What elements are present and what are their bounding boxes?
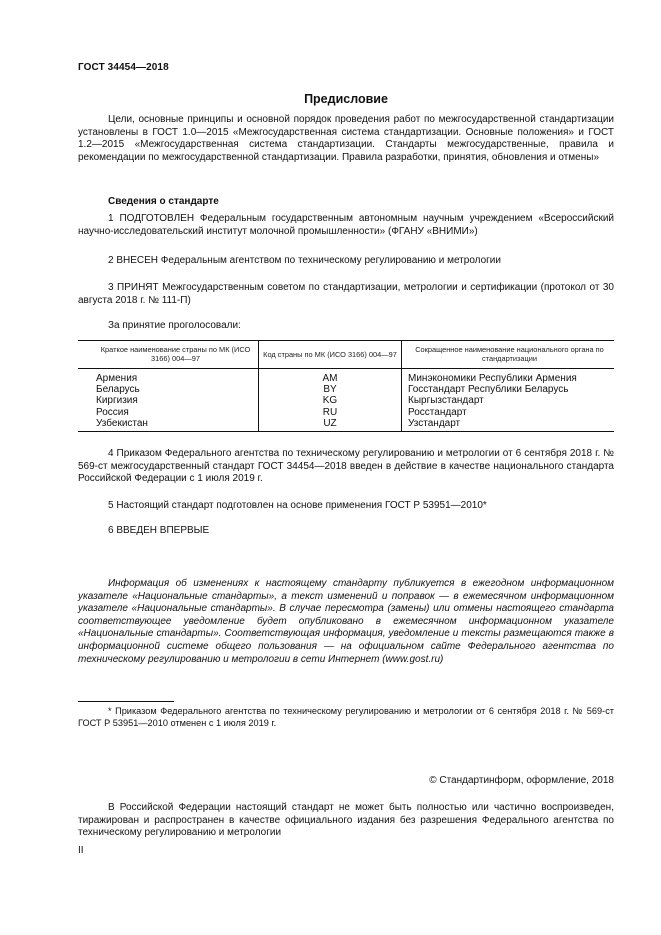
- country-name: Беларусь: [96, 384, 140, 396]
- country-code: BY: [259, 384, 402, 395]
- country-code: RU: [259, 407, 402, 418]
- table-row: [78, 418, 614, 432]
- vote-label: За принятие проголосовали:: [108, 320, 241, 331]
- page-number: II: [78, 845, 84, 856]
- item-1-prepared: 1 ПОДГОТОВЛЕН Федеральным государственным автономным научным учреждением «Всероссийский научно-исследовательский институт молочной промышленности» (ФГАНУ «ВНИМИ»): [78, 213, 614, 237]
- standards-body: Минэкономики Республики Армения: [402, 369, 615, 385]
- table-header-row: [78, 341, 614, 369]
- standards-body: Росстандарт: [402, 407, 615, 418]
- item-3-adopted: 3 ПРИНЯТ Межгосударственным советом по стандартизации, метрологии и сертификации (протокол от 30 августа 2018 г. № 111-П): [78, 282, 614, 306]
- standard-code-header: ГОСТ 34454—2018: [78, 62, 169, 73]
- table-header-country: Краткое наименование страны по МК (ИСО 3166) 004—97: [78, 341, 259, 369]
- country-code: UZ: [259, 418, 402, 432]
- table-row: [78, 395, 614, 406]
- section-title: Сведения о стандарте: [108, 196, 219, 207]
- country-name: Узбекистан: [78, 418, 259, 432]
- standards-body: Узстандарт: [402, 418, 615, 432]
- amendments-info: Информация об изменениях к настоящему стандарту публикуется в ежегодном информационном указателе «Национальные стандарты», а текст изменений и поправок — в ежемесячном информационном указателе «Национальные стандарты». В случае пересмотра (замены) или отмены настоящего стандарта соответствующее уведомление будет опубликовано в ежемесячном информационном указателе «Национальные стандарты». Соответствующая информация, уведомление и тексты размещаются также в информационной системе общего пользования — на официальном сайте Федерального агентства по техническому регулированию и метрологии в сети Интернет (www.gost.ru): [78, 578, 614, 665]
- voting-countries-table: [78, 340, 614, 432]
- footnote-divider: [78, 701, 174, 702]
- item-4-order: 4 Приказом Федерального агентства по техническому регулированию и метрологии от 6 сентября 2018 г. № 569-ст межгосударственный стандарт ГОСТ 34454—2018 введен в действие в качестве национального стандарта Российской Федерации с 1 июля 2019 г.: [78, 448, 614, 485]
- table-row: [78, 407, 614, 418]
- table-row: [78, 384, 614, 395]
- footnote: * Приказом Федерального агентства по техническому регулированию и метрологии от 6 сентября 2018 г. № 569-ст ГОСТ Р 53951—2010 отменен с 1 июля 2019 г.: [78, 706, 614, 728]
- country-name: Армения: [96, 373, 138, 384]
- country-code: AM: [259, 369, 402, 385]
- table-row: [78, 369, 614, 385]
- item-6-first-introduced: 6 ВВЕДЕН ВПЕРВЫЕ: [108, 525, 210, 536]
- standards-body: Кыргызстандарт: [402, 395, 615, 406]
- table-header-code: Код страны по МК (ИСО 3166) 004—97: [259, 341, 402, 369]
- page-title: Предисловие: [304, 92, 388, 106]
- item-2-introduced: 2 ВНЕСЕН Федеральным агентством по техническому регулированию и метрологии: [108, 255, 501, 266]
- item-5-basis: 5 Настоящий стандарт подготовлен на основе применения ГОСТ Р 53951—2010*: [108, 500, 487, 511]
- country-code: KG: [259, 395, 402, 406]
- intro-paragraph: Цели, основные принципы и основной порядок проведения работ по межгосударственной стандартизации установлены в ГОСТ 1.0—2015 «Межгосударственная система стандартизации. Основные положения» и ГОСТ 1.2—2015 «Межгосударственная система стандартизации. Стандарты межгосударственные, правила и рекомендации по межгосударственной стандартизации. Правила разработки, принятия, обновления и отмены»: [78, 114, 614, 163]
- country-name: Россия: [96, 406, 129, 418]
- standards-body: Госстандарт Республики Беларусь: [402, 384, 615, 395]
- table-header-body: Сокращенное наименование национального органа по стандартизации: [402, 341, 615, 369]
- rights-notice: В Российской Федерации настоящий стандарт не может быть полностью или частично воспроизведен, тиражирован и распространен в качестве официального издания без разрешения Федерального агентства по техническому регулированию и метрологии: [78, 802, 614, 839]
- country-name: Киргизия: [96, 395, 138, 407]
- copyright: © Стандартинформ, оформление, 2018: [429, 775, 614, 786]
